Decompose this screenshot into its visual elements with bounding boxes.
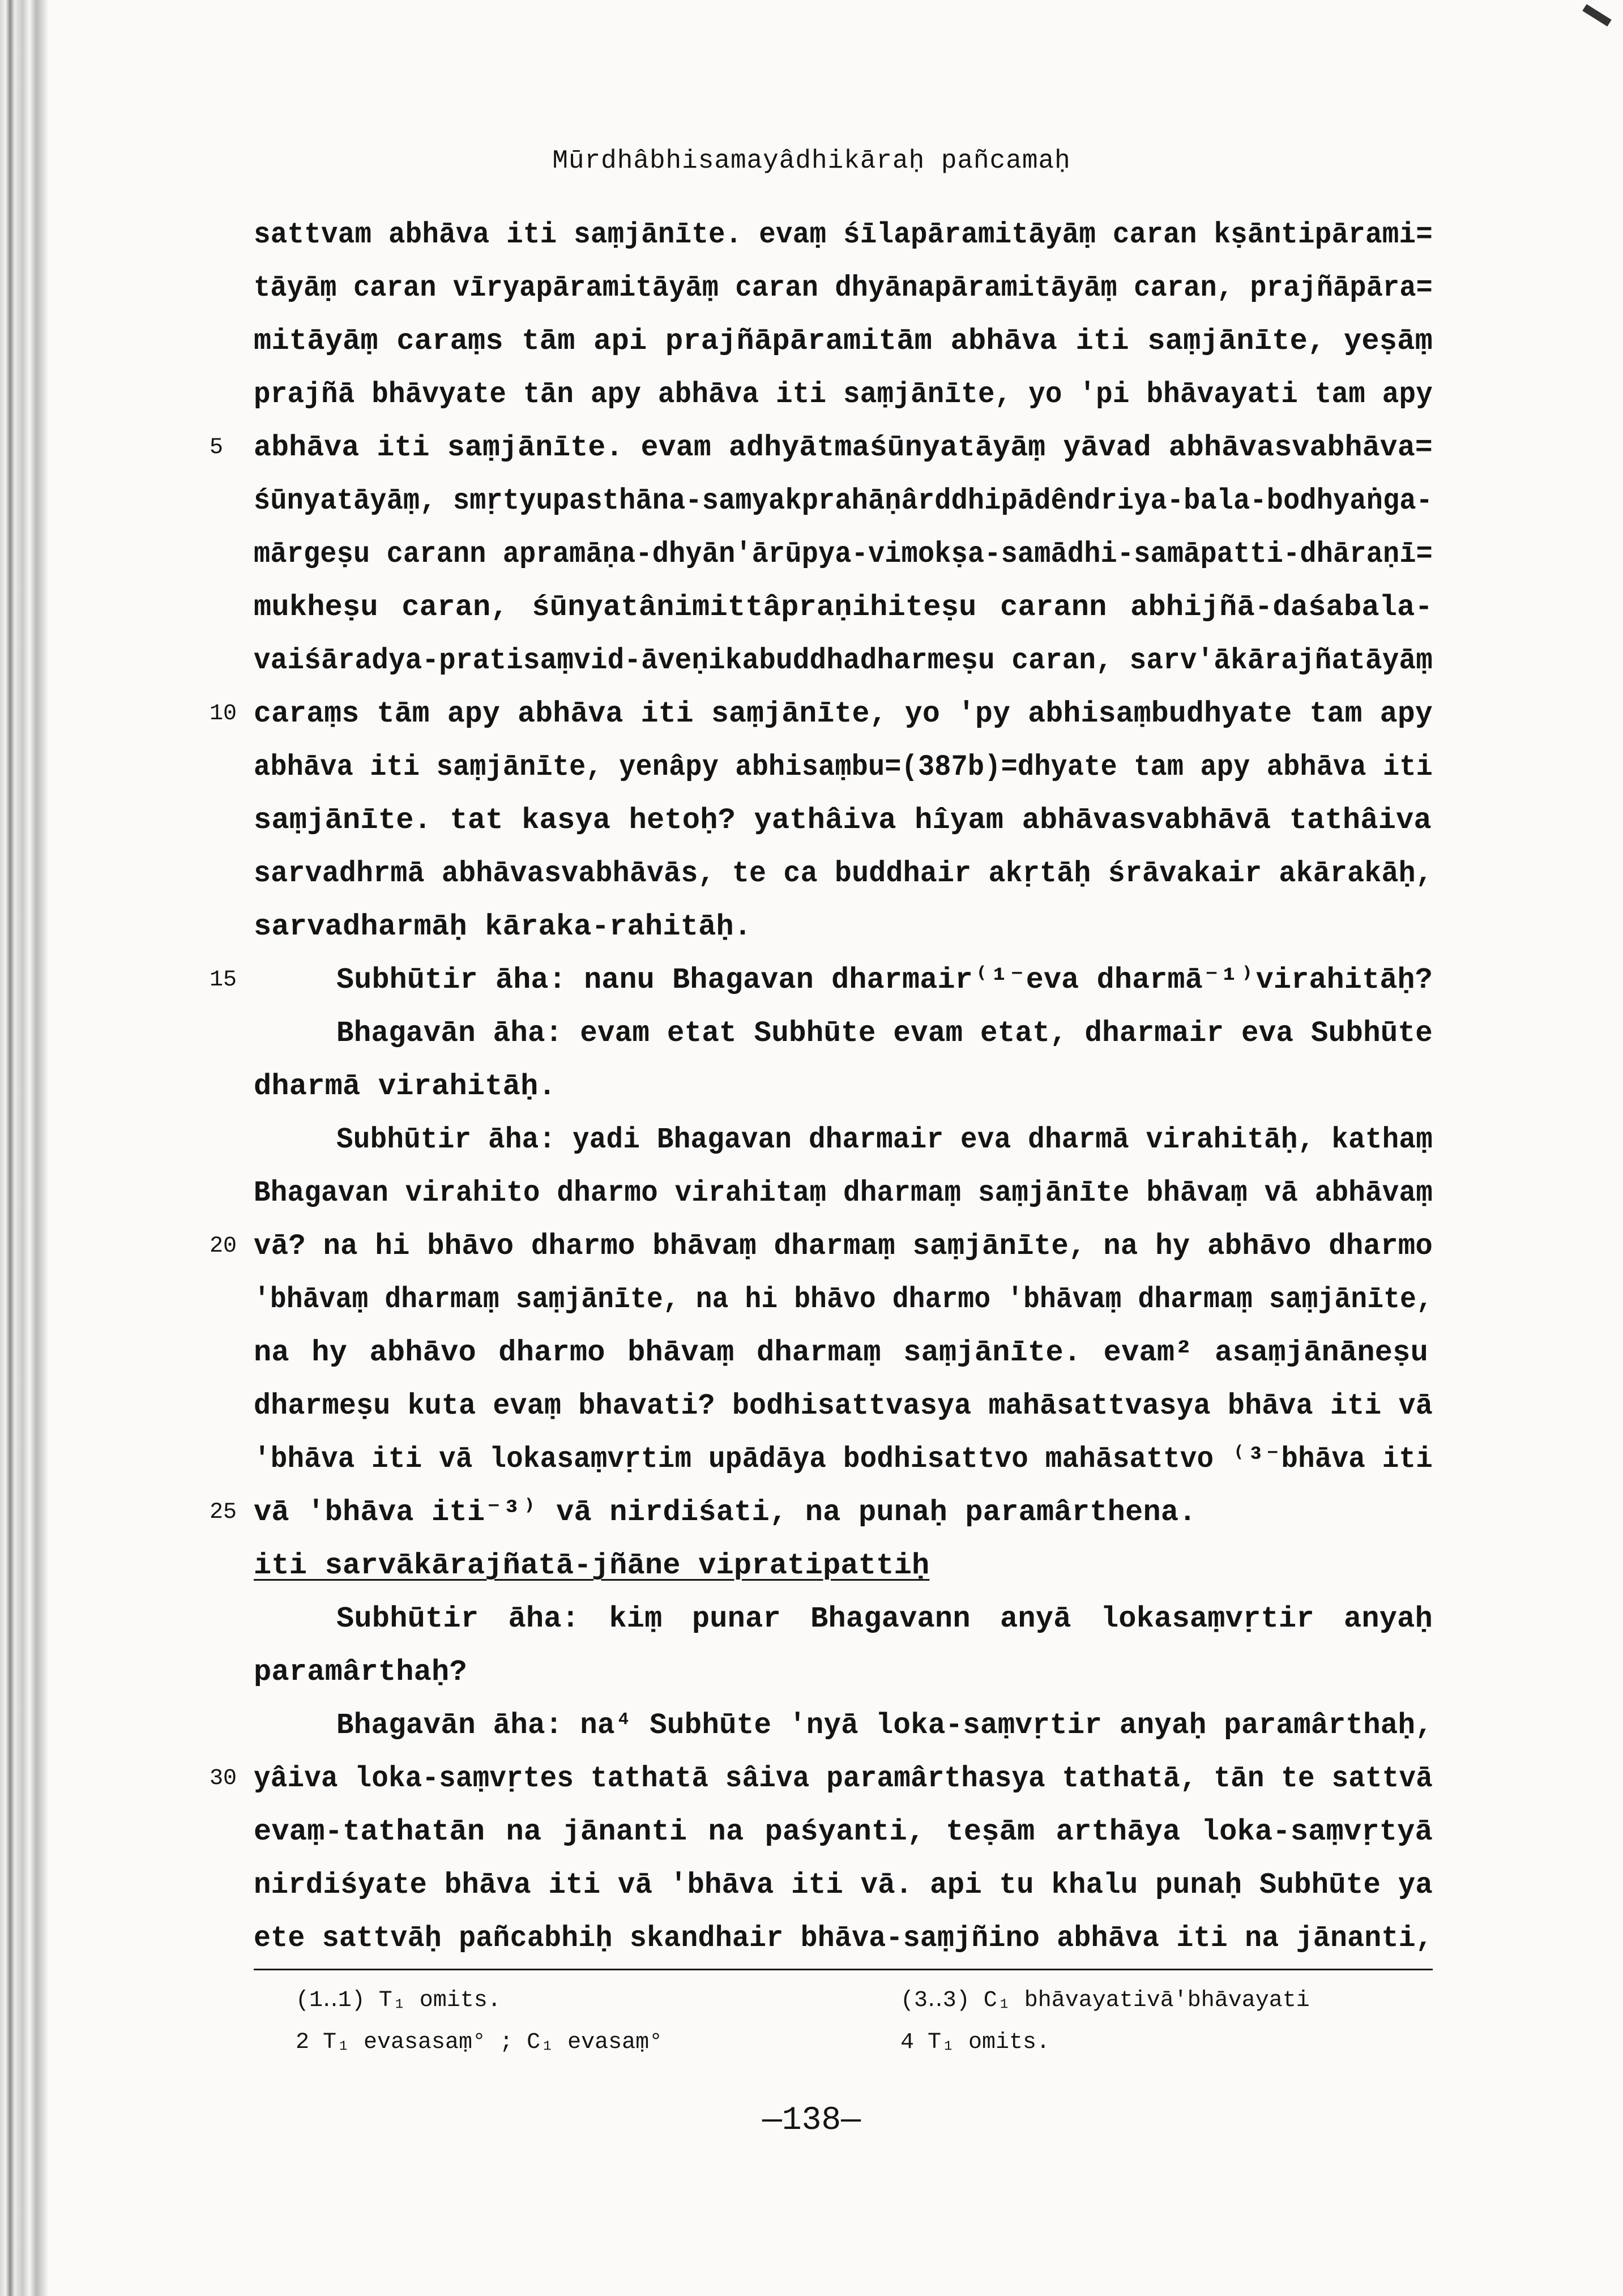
line-text: vaiśāradya-pratisaṃvid-āveṇikabuddhadharmeṣu caran, sarv'ākārajñatāyāṃ [254, 644, 1433, 677]
line-text: vā? na hi bhāvo dharmo bhāvaṃ dharmaṃ saṃjānīte, na hy abhāvo dharmo [254, 1230, 1433, 1263]
line-text: dharmeṣu kuta evaṃ bhavati? bodhisattvasya mahāsattvasya bhāva iti vā [254, 1389, 1433, 1423]
line-number: 5 [210, 435, 224, 460]
text-line [254, 1060, 1433, 1113]
line-number: 20 [210, 1234, 237, 1259]
text-line [254, 368, 1433, 421]
text-line [254, 1113, 1433, 1167]
line-text: mārgeṣu carann apramāṇa-dhyān'ārūpya-vimokṣa-samādhi-samāpatti-dhāraṇī= [254, 537, 1433, 571]
text-line [254, 794, 1433, 847]
line-text: prajñā bhāvyate tān apy abhāva iti saṃjānīte, yo 'pi bhāvayati tam apy [254, 378, 1433, 411]
line-text: 'bhāva iti vā lokasaṃvṛtim upādāya bodhisattvo mahāsattvo ⁽³⁻bhāva iti [254, 1443, 1433, 1476]
line-text: caraṃs tām apy abhāva iti saṃjānīte, yo 'py abhisaṃbudhyate tam apy [254, 697, 1433, 731]
book-binding-edge [0, 0, 49, 2296]
line-text: yâiva loka-saṃvṛtes tathatā sâiva paramârthasya tathatā, tān te sattvā [254, 1762, 1433, 1795]
text-line [254, 1167, 1433, 1220]
line-text: ete sattvāḥ pañcabhiḥ skandhair bhāva-saṃjñino abhāva iti na jānanti, [254, 1922, 1433, 1955]
line-text: sarvadharmāḥ kāraka-rahitāḥ. [254, 910, 752, 944]
text-line [254, 1859, 1433, 1912]
text-line [254, 1912, 1433, 1965]
text-line [254, 315, 1433, 368]
page-number: —138— [762, 2102, 861, 2139]
line-number: 25 [210, 1500, 237, 1525]
line-text: tāyāṃ caran vīryapāramitāyāṃ caran dhyānapāramitāyāṃ caran, prajñāpāra= [254, 271, 1433, 305]
text-line [254, 1539, 1433, 1593]
text-line [254, 262, 1433, 315]
line-text: abhāva iti saṃjānīte, yenâpy abhisaṃbu=(387b)=dhyate tam apy abhāva iti [254, 750, 1433, 784]
line-text: Subhūtir āha: nanu Bhagavan dharmair⁽¹⁻eva dharmā⁻¹⁾virahitāḥ? [336, 963, 1433, 997]
line-text: mitāyāṃ caraṃs tām api prajñāpāramitām abhāva iti saṃjānīte, yeṣāṃ [254, 325, 1433, 358]
text-line [254, 528, 1433, 581]
line-text: saṃjānīte. tat kasya hetoḥ? yathâiva hîyam abhāvasvabhāvā tathâiva [254, 804, 1432, 837]
line-text: sarvadhrmā abhāvasvabhāvās, te ca buddhair akṛtāḥ śrāvakair akārakāḥ, [254, 857, 1433, 890]
text-line [254, 208, 1433, 262]
text-line [210, 421, 1433, 475]
text-line [254, 1593, 1433, 1646]
text-line [210, 954, 1433, 1007]
section-colophon: iti sarvākārajñatā-jñāne vipratipattiḥ [254, 1549, 930, 1582]
text-line [254, 847, 1433, 901]
text-line [254, 1007, 1433, 1060]
line-text: Subhūtir āha: kiṃ punar Bhagavann anyā lokasaṃvṛtir anyaḥ [336, 1602, 1433, 1636]
line-number: 15 [210, 967, 237, 993]
footnote-row [296, 1980, 1428, 2022]
text-line [254, 1646, 1433, 1699]
line-text: nirdiśyate bhāva iti vā 'bhāva iti vā. api tu khalu punaḥ Subhūte ya [254, 1868, 1433, 1902]
line-text: śūnyatāyāṃ, smṛtyupasthāna-samyakprahāṇârddhipādêndriya-bala-bodhyaṅga- [254, 484, 1433, 518]
text-line [254, 1273, 1433, 1326]
line-text: mukheṣu caran, śūnyatânimittâpraṇihiteṣu carann abhijñā-daśabala- [254, 591, 1433, 624]
line-text: sattvam abhāva iti saṃjānīte. evaṃ śīlapāramitāyāṃ caran kṣāntipārami= [254, 218, 1433, 251]
text-line [254, 581, 1433, 634]
text-line [254, 475, 1433, 528]
footnotes [296, 1980, 1428, 2064]
text-line [254, 741, 1433, 794]
footnote: (1‥1) T₁ omits. [296, 1988, 501, 2013]
line-text: paramârthaḥ? [254, 1655, 467, 1689]
footnote-rule [254, 1969, 1433, 1970]
line-text: dharmā virahitāḥ. [254, 1070, 556, 1103]
footnote: (3‥3) C₁ bhāvayativā'bhāvayati [900, 1988, 1310, 2013]
line-text: 'bhāvaṃ dharmaṃ saṃjānīte, na hi bhāvo dharmo 'bhāvaṃ dharmaṃ saṃjānīte, [254, 1283, 1433, 1316]
text-line [210, 1220, 1433, 1273]
footnote: 2 T₁ evasasaṃ° ; C₁ evasaṃ° [296, 2030, 663, 2055]
line-text: Bhagavan virahito dharmo virahitaṃ dharmaṃ saṃjānīte bhāvaṃ vā abhāvaṃ [254, 1176, 1433, 1210]
line-text: vā 'bhāva iti⁻³⁾ vā nirdiśati, na punaḥ paramârthena. [254, 1496, 1197, 1529]
line-text: Bhagavān āha: na⁴ Subhūte 'nyā loka-saṃvṛtir anyaḥ paramârthaḥ, [336, 1709, 1433, 1742]
running-head: Mūrdhâbhisamayâdhikāraḥ pañcamaḥ [552, 146, 1071, 176]
text-line [254, 1699, 1433, 1752]
text-line [210, 1752, 1433, 1806]
text-line [254, 1806, 1433, 1859]
text-line [254, 634, 1433, 688]
text-line [210, 1486, 1433, 1539]
body-text [210, 208, 1433, 1965]
text-line [254, 1380, 1433, 1433]
text-line [254, 901, 1433, 954]
line-text: Subhūtir āha: yadi Bhagavan dharmair eva dharmā virahitāḥ, kathaṃ [336, 1123, 1433, 1156]
footnote-row [296, 2022, 1428, 2064]
text-line [210, 688, 1433, 741]
line-text: abhāva iti saṃjānīte. evam adhyātmaśūnyatāyāṃ yāvad abhāvasvabhāva= [254, 431, 1433, 464]
line-number: 30 [210, 1766, 237, 1791]
text-line [254, 1326, 1433, 1380]
line-text: Bhagavān āha: evam etat Subhūte evam etat, dharmair eva Subhūte [336, 1017, 1433, 1050]
line-text: na hy abhāvo dharmo bhāvaṃ dharmaṃ saṃjānīte. evam² asaṃjānāneṣu [254, 1336, 1428, 1369]
line-number: 10 [210, 701, 237, 727]
line-text: evaṃ-tathatān na jānanti na paśyanti, teṣām arthāya loka-saṃvṛtyā [254, 1815, 1433, 1849]
footnote: 4 T₁ omits. [900, 2030, 1050, 2055]
corner-scan-mark [1582, 4, 1612, 26]
text-line [254, 1433, 1433, 1486]
